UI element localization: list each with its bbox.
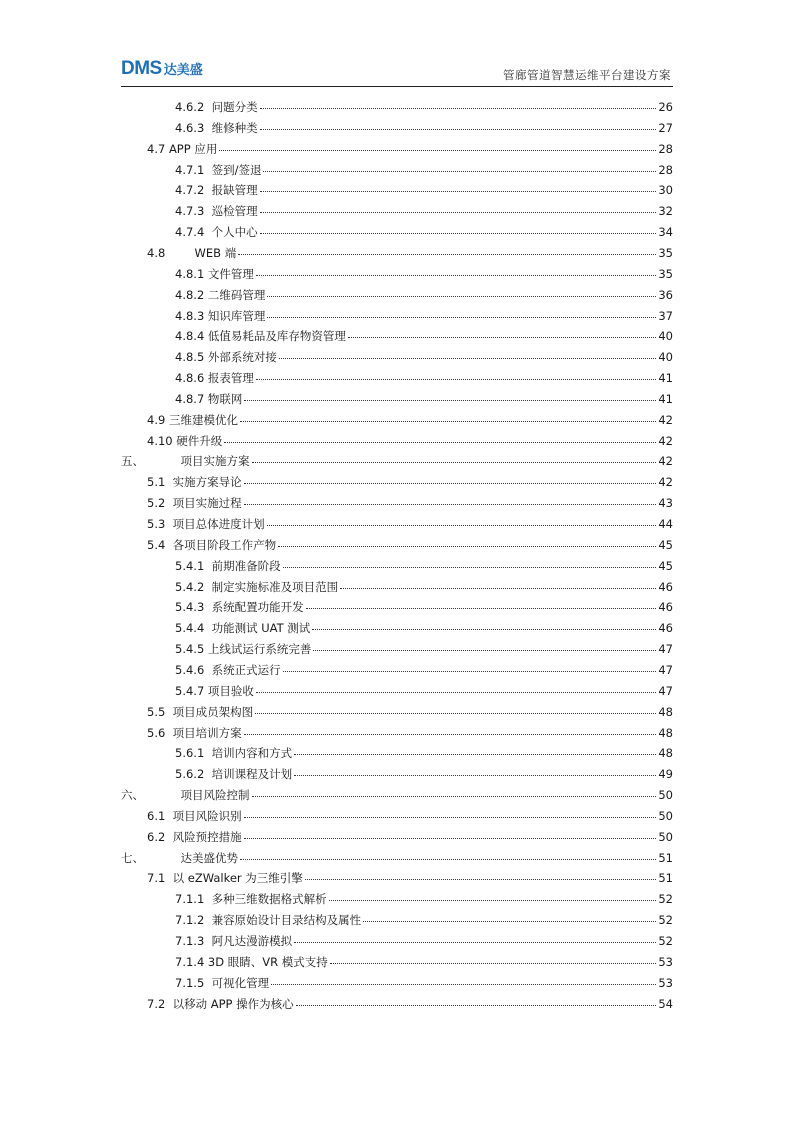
toc-entry[interactable] (175, 972, 673, 992)
toc-dot-leader (363, 907, 656, 922)
toc-entry-label: 6.2 风险预控措施 (147, 829, 242, 844)
toc-entry[interactable] (147, 805, 673, 825)
toc-entry[interactable] (175, 325, 673, 345)
toc-dot-leader (255, 699, 656, 714)
toc-dot-leader (271, 970, 656, 985)
toc-entry[interactable] (175, 555, 673, 575)
toc-entry-label: 五、 项目实施方案 (121, 454, 250, 469)
toc-entry-page-number: 50 (658, 788, 673, 803)
toc-entry-label: 6.1 项目风险识别 (147, 808, 242, 823)
toc-entry[interactable] (147, 492, 673, 512)
toc-entry-page-number: 35 (658, 266, 673, 281)
toc-entry-label: 4.8.1 文件管理 (175, 266, 254, 281)
toc-dot-leader (279, 344, 656, 359)
toc-entry[interactable] (175, 200, 673, 220)
logo-letter-d: D (121, 58, 135, 79)
toc-entry[interactable] (175, 596, 673, 616)
toc-dot-leader (244, 386, 656, 401)
toc-entry[interactable] (175, 930, 673, 950)
toc-entry-page-number: 36 (658, 287, 673, 302)
toc-entry[interactable] (175, 221, 673, 241)
toc-entry-label: 4.7.3 巡检管理 (175, 204, 258, 219)
toc-dot-leader (240, 845, 656, 860)
toc-entry[interactable] (175, 951, 673, 971)
toc-entry-label: 4.7.1 签到/签退 (175, 162, 262, 177)
toc-entry-label: 4.8.7 物联网 (175, 391, 243, 406)
toc-entry-label: 4.10 硬件升级 (147, 433, 223, 448)
toc-entry-label: 4.8.3 知识库管理 (175, 308, 266, 323)
toc-entry-page-number: 50 (658, 808, 673, 823)
toc-entry-page-number: 47 (658, 662, 673, 677)
toc-entry-label: 七、 达美盛优势 (121, 850, 239, 865)
toc-entry-label: 4.6.3 维修种类 (175, 120, 258, 135)
toc-dot-leader (260, 177, 657, 192)
toc-entry[interactable] (121, 847, 673, 867)
toc-dot-leader (306, 594, 657, 609)
toc-entry-page-number: 28 (658, 141, 673, 156)
document-title: 管廊管道智慧运维平台建设方案 (503, 68, 671, 82)
toc-entry-label: 六、 项目风险控制 (121, 788, 250, 803)
page-header (121, 56, 673, 87)
toc-entry-label: 5.4.5 上线试运行系统完善 (175, 642, 312, 657)
toc-entry[interactable] (147, 138, 673, 158)
toc-entry[interactable] (147, 430, 673, 450)
toc-entry[interactable] (175, 117, 673, 137)
toc-entry-page-number: 27 (658, 120, 673, 135)
toc-entry[interactable] (175, 680, 673, 700)
toc-dot-leader (330, 949, 657, 964)
toc-entry-page-number: 47 (658, 683, 673, 698)
toc-dot-leader (294, 761, 656, 776)
toc-entry[interactable] (147, 722, 673, 742)
toc-entry[interactable] (175, 388, 673, 408)
toc-dot-leader (260, 219, 657, 234)
toc-dot-leader (267, 511, 657, 526)
toc-entry-page-number: 34 (658, 225, 673, 240)
toc-entry-label: 7.1.4 3D 眼睛、VR 模式支持 (175, 954, 328, 969)
toc-dot-leader (313, 636, 656, 651)
toc-entry[interactable] (175, 638, 673, 658)
toc-dot-leader (252, 782, 657, 797)
toc-entry[interactable] (175, 367, 673, 387)
toc-entry[interactable] (175, 888, 673, 908)
toc-entry-label: 5.4.3 系统配置功能开发 (175, 600, 304, 615)
toc-entry-page-number: 41 (658, 371, 673, 386)
toc-dot-leader (348, 323, 656, 338)
toc-entry-page-number: 46 (658, 579, 673, 594)
toc-entry[interactable] (147, 513, 673, 533)
toc-entry-page-number: 54 (658, 996, 673, 1011)
toc-entry-page-number: 40 (658, 329, 673, 344)
toc-dot-leader (244, 824, 657, 839)
toc-entry-page-number: 51 (658, 850, 673, 865)
toc-entry-page-number: 47 (658, 642, 673, 657)
logo-chinese-name: 达美盛 (163, 63, 203, 78)
toc-entry[interactable] (147, 409, 673, 429)
toc-entry-page-number: 37 (658, 308, 673, 323)
toc-dot-leader (340, 574, 656, 589)
toc-entry[interactable] (175, 284, 673, 304)
toc-entry-page-number: 35 (658, 245, 673, 260)
toc-entry[interactable] (121, 784, 673, 804)
toc-dot-leader (260, 198, 657, 213)
toc-dot-leader (283, 657, 657, 672)
toc-dot-leader (329, 886, 657, 901)
toc-entry-page-number: 30 (658, 183, 673, 198)
toc-dot-leader (294, 928, 656, 943)
toc-entry-page-number: 45 (658, 537, 673, 552)
toc-dot-leader (256, 365, 656, 380)
toc-entry[interactable] (147, 867, 673, 887)
toc-entry-page-number: 53 (658, 975, 673, 990)
toc-entry-label: 5.4.1 前期准备阶段 (175, 558, 281, 573)
toc-entry-page-number: 48 (658, 746, 673, 761)
toc-entry-label: 5.6.1 培训内容和方式 (175, 746, 293, 761)
toc-dot-leader (294, 740, 656, 755)
toc-dot-leader (240, 407, 656, 422)
toc-entry-label: 7.1.2 兼容原始设计目录结构及属性 (175, 913, 362, 928)
toc-entry-page-number: 44 (658, 517, 673, 531)
toc-dot-leader (244, 720, 657, 735)
toc-dot-leader (252, 448, 657, 463)
toc-entry[interactable] (147, 242, 673, 262)
toc-dot-leader (283, 553, 657, 568)
toc-entry-label: 4.7.2 报缺管理 (175, 183, 258, 198)
toc-dot-leader (260, 94, 657, 109)
toc-dot-leader (256, 678, 656, 693)
toc-dot-leader (244, 490, 657, 505)
toc-entry-page-number: 26 (658, 100, 673, 114)
toc-entry-page-number: 52 (658, 934, 673, 948)
toc-entry-page-number: 40 (658, 350, 673, 365)
toc-entry-page-number: 51 (658, 871, 673, 886)
toc-entry-page-number: 50 (658, 829, 673, 844)
toc-dot-leader (244, 469, 657, 484)
logo-letters-ms: MS (134, 58, 162, 79)
toc-entry-label: 4.8.5 外部系统对接 (175, 350, 277, 365)
toc-entry-label: 7.1.3 阿凡达漫游模拟 (175, 934, 293, 948)
toc-dot-leader (267, 282, 656, 297)
toc-entry-label: 5.4.7 项目验收 (175, 683, 254, 698)
toc-entry-page-number: 28 (658, 162, 673, 177)
toc-entry-label: 7.1.1 多种三维数据格式解析 (175, 892, 327, 907)
toc-dot-leader (219, 136, 656, 151)
toc-entry[interactable] (147, 826, 673, 846)
toc-entry[interactable] (147, 701, 673, 721)
toc-entry-page-number: 42 (658, 454, 673, 469)
toc-entry[interactable] (147, 993, 673, 1013)
toc-entry-page-number: 53 (658, 954, 673, 969)
toc-dot-leader (224, 428, 656, 443)
toc-entry-label: 4.6.2 问题分类 (175, 100, 258, 114)
toc-entry[interactable] (121, 450, 673, 470)
toc-entry-page-number: 52 (658, 913, 673, 928)
toc-entry-page-number: 48 (658, 704, 673, 719)
toc-entry-label: 5.2 项目实施过程 (147, 496, 242, 511)
toc-entry[interactable] (175, 763, 673, 783)
toc-entry-label: 4.8.2 二维码管理 (175, 287, 266, 302)
toc-entry-label: 4.8 WEB 端 (147, 245, 237, 260)
toc-entry-label: 5.5 项目成员架构图 (147, 704, 254, 719)
toc-entry-label: 7.1.5 可视化管理 (175, 975, 270, 990)
toc-dot-leader (256, 261, 656, 276)
toc-entry[interactable] (175, 179, 673, 199)
toc-entry-label: 4.8.4 低值易耗品及库存物资管理 (175, 329, 346, 344)
toc-entry-page-number: 52 (658, 892, 673, 907)
toc-entry[interactable] (175, 96, 673, 116)
toc-entry-label: 5.6 项目培训方案 (147, 725, 242, 740)
toc-entry-label: 5.1 实施方案导论 (147, 475, 242, 490)
toc-entry-page-number: 41 (658, 391, 673, 406)
toc-dot-leader (305, 865, 657, 880)
toc-entry[interactable] (147, 534, 673, 554)
toc-entry-label: 5.4 各项目阶段工作产物 (147, 537, 277, 552)
toc-entry-label: 4.7 APP 应用 (147, 141, 218, 156)
toc-entry[interactable] (175, 305, 673, 325)
toc-entry-label: 4.9 三维建模优化 (147, 412, 238, 427)
toc-entry[interactable] (175, 742, 673, 762)
toc-entry-page-number: 42 (658, 412, 673, 427)
toc-dot-leader (238, 240, 656, 255)
toc-entry-label: 5.4.6 系统正式运行 (175, 662, 281, 677)
toc-dot-leader (263, 157, 656, 172)
toc-entry-page-number: 42 (658, 475, 673, 490)
toc-entry-page-number: 45 (658, 558, 673, 573)
toc-entry-label: 4.7.4 个人中心 (175, 225, 258, 240)
toc-dot-leader (278, 532, 656, 547)
toc-entry-label: 5.3 项目总体进度计划 (147, 517, 265, 531)
toc-entry[interactable] (175, 909, 673, 929)
toc-entry-label: 5.4.2 制定实施标准及项目范围 (175, 579, 339, 594)
toc-entry-label: 5.6.2 培训课程及计划 (175, 767, 293, 782)
toc-entry-page-number: 42 (658, 433, 673, 448)
toc-entry[interactable] (147, 471, 673, 491)
toc-entry[interactable] (175, 159, 673, 179)
toc-entry[interactable] (175, 659, 673, 679)
toc-dot-leader (296, 991, 657, 1006)
company-logo (121, 59, 203, 79)
toc-entry-page-number: 46 (658, 600, 673, 615)
toc-entry-page-number: 46 (658, 621, 673, 636)
toc-dot-leader (260, 115, 657, 130)
toc-dot-leader (267, 303, 656, 318)
toc-dot-leader (312, 615, 656, 630)
toc-entry[interactable] (175, 346, 673, 366)
toc-entry[interactable] (175, 576, 673, 596)
toc-entry-label: 7.1 以 eZWalker 为三维引擎 (147, 871, 303, 886)
toc-entry-page-number: 49 (658, 767, 673, 782)
logo-mark (121, 59, 162, 79)
toc-entry[interactable] (175, 617, 673, 637)
toc-entry-page-number: 43 (658, 496, 673, 511)
toc-entry-page-number: 48 (658, 725, 673, 740)
toc-entry-label: 7.2 以移动 APP 操作为核心 (147, 996, 294, 1011)
toc-dot-leader (244, 803, 657, 818)
toc-entry-page-number: 32 (658, 204, 673, 219)
toc-entry-label: 4.8.6 报表管理 (175, 371, 254, 386)
toc-entry-label: 5.4.4 功能测试 UAT 测试 (175, 621, 311, 636)
toc-entry[interactable] (175, 263, 673, 283)
